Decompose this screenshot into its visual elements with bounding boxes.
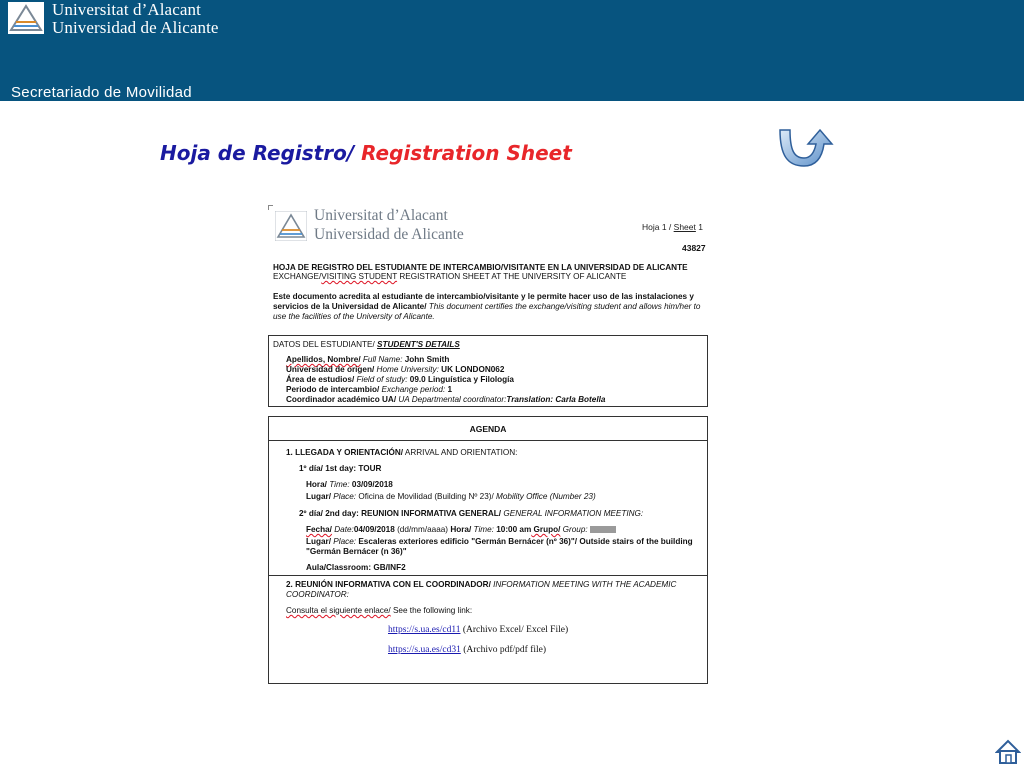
heading-spanish: HOJA DE REGISTRO DEL ESTUDIANTE DE INTERCAMBIO/VISITANTE EN LA UNIVERSIDAD DE ALICANTE [273,263,688,272]
section2-heading: 2. REUNIÓN INFORMATIVA CON EL COORDINADOR/ INFORMATION MEETING WITH THE ACADEMIC [286,580,677,589]
certification-text-line-1: Este documento acredita al estudiante de intercambio/visitante y le permite hacer uso de las instalaciones y [273,292,694,301]
section2-heading-cont: COORDINATOR: [286,590,349,599]
link-row-excel: https://s.ua.es/cd11 (Archivo Excel/ Excel File) [388,625,569,635]
day1-time: Hora/ Time: 03/09/2018 [306,480,393,489]
agenda-heading: AGENDA [269,417,707,441]
student-details-box [268,335,708,407]
day2-place-line-2: "Germán Bernácer (n 36)" [306,547,407,556]
curved-back-arrow-icon[interactable] [774,126,836,170]
agenda-box [268,416,708,576]
university-name-es: Universidad de Alicante [52,18,219,37]
day2-place-line-1: Lugar/ Place: Escaleras exteriores edificio "Germán Bernácer (nº 36)"/ Outside stairs of the building [306,537,693,546]
document-university-es: Universidad de Alicante [314,226,464,243]
page-title-spanish: Hoja de Registro/ [160,141,362,165]
day1-place: Lugar/ Place: Oficina de Movilidad (Building Nº 23)/ Mobility Office (Number 23) [306,492,596,501]
document-university-ca: Universitat d’Alacant [314,207,448,224]
coordinator-meeting-box [268,576,708,684]
registration-sheet-document [268,205,738,687]
registration-number: 43827 [682,243,706,253]
student-field-row: Apellidos, Nombre/ Full Name: John Smith [286,355,450,364]
heading-english: EXCHANGE/VISITING STUDENT REGISTRATION SHEET AT THE UNIVERSITY OF ALICANTE [273,272,627,281]
student-field-row: Periodo de intercambio/ Exchange period: 1 [286,385,453,394]
certification-text-line-3: use the facilities of the University of Alicante. [273,312,435,321]
scan-corner-mark [268,205,273,210]
link-row-pdf: https://s.ua.es/cd31 (Archivo pdf/pdf file) [388,645,547,655]
university-name-ca: Universitat d’Alacant [52,0,201,19]
header-banner [0,0,1024,101]
student-details-header: DATOS DEL ESTUDIANTE/ STUDENT'S DETAILS [273,340,460,349]
section1-heading: 1. LLEGADA Y ORIENTACIÓN/ ARRIVAL AND ORIENTATION: [286,448,518,457]
consult-link-intro: Consulta el siguiente enlace/ See the following link: [286,606,473,615]
certification-text-line-2: servicios de la Universidad de Alicante/ This document certifies the exchange/visiting student and allows him/her to [273,302,701,311]
day2-date-time-group: Fecha/ Date:04/09/2018 (dd/mm/aaaa) Hora/ Time: 10:00 am Grupo/ Group: [306,525,616,535]
student-field-row: Coordinador académico UA/ UA Departmental coordinator:Translation: Carla Botella [286,395,606,404]
excel-file-link[interactable]: https://s.ua.es/cd11 [388,625,461,635]
university-logo-icon [8,2,44,34]
pdf-file-link[interactable]: https://s.ua.es/cd31 [388,645,461,655]
page-title [160,141,572,165]
day2-classroom: Aula/Classroom: GB/INF2 [306,563,406,572]
home-icon[interactable] [995,739,1021,765]
document-university-logo-icon [275,211,307,241]
student-field-row: Universidad de origen/ Home University: UK LONDON062 [286,365,505,374]
department-name: Secretariado de Movilidad [11,84,192,101]
sheet-label: Hoja 1 / Sheet 1 [642,222,703,232]
day2-heading: 2º día/ 2nd day: REUNION INFORMATIVA GENERAL/ GENERAL INFORMATION MEETING: [299,509,644,518]
student-field-row: Área de estudios/ Field of study: 09.0 Linguística y Filología [286,375,514,384]
group-redacted-field [590,526,616,533]
day1-heading: 1º día/ 1st day: TOUR [299,464,382,473]
page-title-english: Registration Sheet [361,141,572,165]
